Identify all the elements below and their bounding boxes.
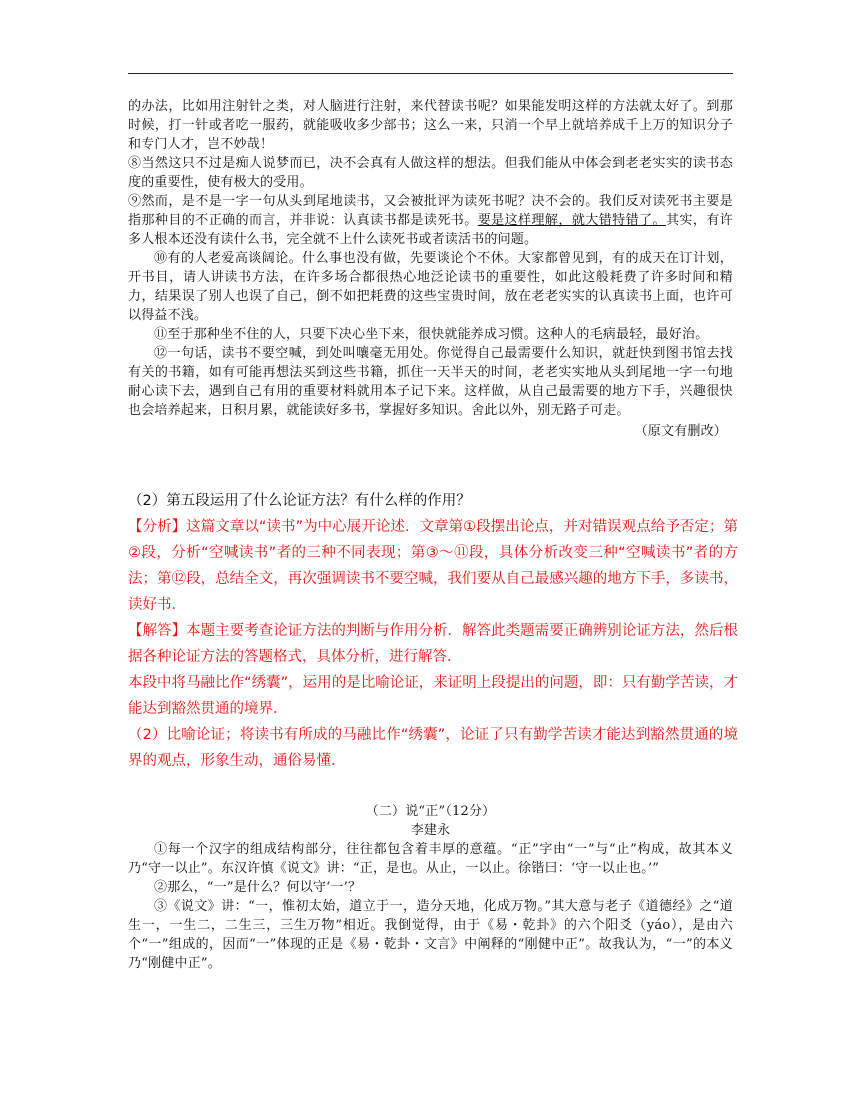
passage-2-paragraph-2: ②那么，“一”是什么？何以守‘一’？ [154,880,362,895]
underlined-sentence: 要是这样理解，就大错特错了。 [477,213,666,228]
reading-passage-1 [128,97,733,441]
paragraph-8: ⑧当然这只不过是痴人说梦而已，决不会真有人做这样的想法。但我们能从中体会到老老实实的读书态度的重要性，使有极大的受用。 [128,156,733,190]
explanation-text: 本段中将马融比作“绣囊”，运用的是比喻论证，来证明上段提出的问题，即：只有勤学苦读，才能达到豁然贯通的境界． [128,675,738,717]
paragraph-9-text-b: 其实，有许多人根本还没有读什么书，完全就不上什么读死书或者读活书的问题。 [128,213,733,247]
answer-text: （2）比喻论证；将读书有所成的马融比作“绣囊”，论证了只有勤学苦读才能达到豁然贯通的境界的观点，形象生动，通俗易懂． [128,727,738,769]
passage-2-paragraph-1: ①每一个汉字的组成结构部分，往往都包含着丰厚的意蕴。“正”字由“一”与“止”构成，故其本义乃“守一以止”。东汉许慎《说文》讲：“正，是也。从止，一以止。徐锴曰：‘守一以止也。’” [128,842,733,876]
header-rule [128,73,733,74]
paragraph-10: ⑩有的人老爱高谈阔论。什么事也没有做，先要谈论个不休。大家都曾见到，有的成天在订计划，开书目，请人讲读书方法，在许多场合都很热心地泛论读书的重要性，如此这般耗费了许多时间和精力，结果误了别人也误了自己，倒不如把耗费的这些宝贵时间，放在老老实实的认真读书上面，也许可以得益不浅。 [128,251,733,323]
question-2: （2）第五段运用了什么论证方法？有什么样的作用？ [128,493,471,509]
passage-2-paragraph-3: ③《说文》讲：“一，惟初太始，道立于一，造分天地，化成万物。”其大意与老子《道德经》之“道生一，一生二，二生三，三生万物”相近。我倒觉得，由于《易・乾卦》的六个阳爻（yáo），是由六个“一”组成的，因而“一”体现的正是《易・乾卦・文言》中阐释的“刚健中正”。故我认为，“一”的本义乃“刚健中正”。 [128,899,733,971]
solution-text: 【解答】本题主要考查论证方法的判断与作用分析．解答此类题需要正确辨别论证方法，然后根据各种论证方法的答题格式，具体分析，进行解答． [128,623,738,665]
paragraph-9 [128,192,733,249]
reading-passage-2 [128,802,733,973]
passage-2-author: 李建永 [410,823,451,838]
passage-2-title: （二）说“正”（12分） [365,804,496,819]
paragraph-9-text-a: ⑨然而，是不是一字一句从头到尾地读书，又会被批评为读死书呢？决不会的。我们反对读死书主要是指那种目的不正确的而言，并非说：认真读书都是读死书。 [128,194,733,228]
paragraph-11: ⑪至于那种坐不住的人，只要下决心坐下来，很快就能养成习惯。这种人的毛病最轻，最好治。 [154,327,709,342]
source-note: （原文有删改） [634,424,727,439]
analysis-text: 【分析】这篇文章以“读书”为中心展开论述．文章第①段摆出论点，并对错误观点给予否定；第②段，分析“空喊读书”者的三种不同表现；第③～⑪段，具体分析改变三种“空喊读书”者的方法；第⑫段，总结全文，再次强调读书不要空喊，我们要从自己最感兴趣的地方下手，多读书，读好书． [128,519,738,613]
question-answer-block [128,488,738,774]
paragraph-12: ⑫一句话，读书不要空喊，到处叫嚷毫无用处。你觉得自己最需要什么知识，就赶快到图书馆去找有关的书籍，如有可能再想法买到这些书籍，抓住一天半天的时间，老老实实地从头到尾地一字一句地耐心读下去，遇到自己有用的重要材料就用本子记下来。这样做，从自己最需要的地方下手，兴趣很快也会培养起来，日积月累，就能读好多书，掌握好多知识。舍此以外，别无路子可走。 [128,346,733,418]
paragraph-7-continued: 的办法，比如用注射针之类，对人脑进行注射，来代替读书呢？如果能发明这样的方法就太好了。到那时候，打一针或者吃一服药，就能吸收多少部书；这么一来，只消一个早上就培养成千上万的知识分子和专门人才，岂不妙哉！ [128,99,733,152]
